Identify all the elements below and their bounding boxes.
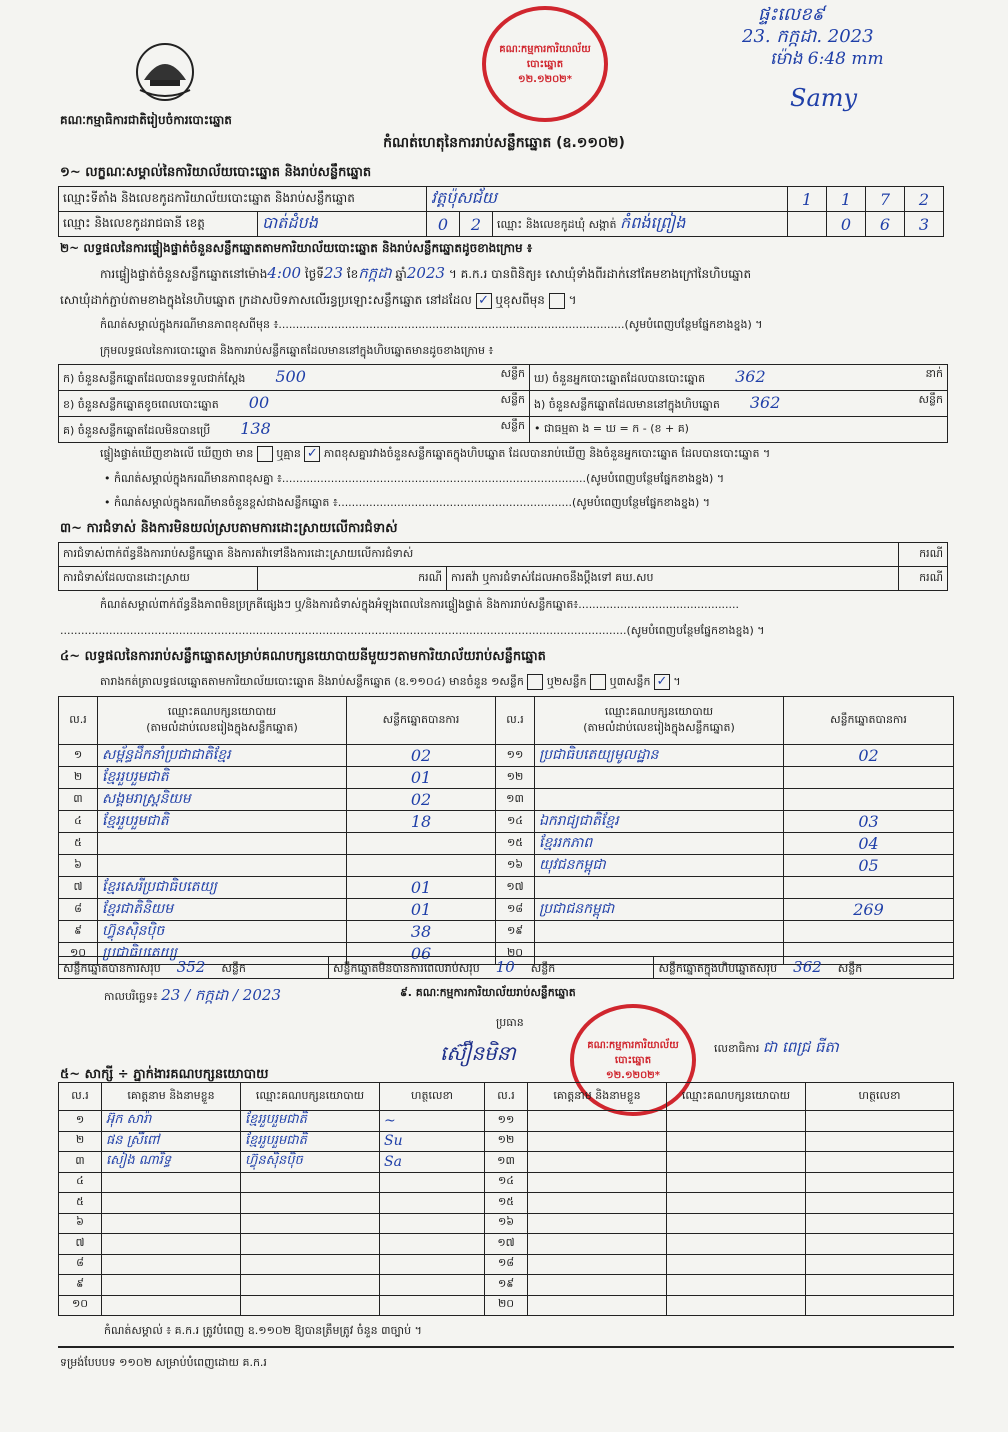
party-name (535, 767, 784, 789)
witness-signature: Su (380, 1131, 485, 1152)
section-4-intro: តារាងកត់ត្រាលទ្ធផលឆ្នោតតាមការិយាល័យបោះឆ្នោត និងរាប់សន្លឹកឆ្នោត (ឧ.១១០៤) មានចំនួន ១សន្លឹក ឬ២សន្លឹក ឬ៣សន្លឹក ✓ ។ (100, 674, 681, 689)
table-row (59, 855, 954, 877)
chair-signature: ស៊ឿនមិនា (440, 1041, 516, 1065)
party-no: ១០ (59, 943, 98, 965)
party-votes: 18 (347, 811, 496, 833)
station-code-2: 1 (827, 187, 866, 212)
three-sheet-checkbox[interactable]: ✓ (654, 674, 670, 690)
col-party-left: ឈ្មោះគណបក្សនយោបាយ (តាមលំដាប់លេខរៀងក្នុងសន្លឹកឆ្នោត) (98, 697, 347, 745)
party-votes: 05 (784, 855, 954, 877)
spoiled-ballots-row: ខ) ចំនួនសន្លឹកឆ្នោតខូចពេលបោះឆ្នោត 00 សន្លឹក (59, 391, 530, 417)
witness-party (667, 1172, 806, 1193)
witness-name: អ៊ុក សារ៉ា (102, 1111, 241, 1132)
witness-no: ១ (59, 1111, 102, 1132)
party-no: ១៦ (496, 855, 535, 877)
section-1-heading: ១~ លក្ខណៈសម្គាល់នៃការិយាល័យបោះឆ្នោត និងរាប់សន្លឹកឆ្នោត (60, 165, 372, 180)
formula-row: • ជាធម្មតា ង = ឃ = ក - (ខ + គ) (530, 417, 948, 443)
col-no-right: ល.រ (496, 697, 535, 745)
table-row (59, 899, 954, 921)
witness-name (102, 1172, 241, 1193)
resolved-objections-label: ការជំទាស់ដែលបានដោះស្រាយ (59, 567, 258, 591)
handwritten-date-top: 23. កក្កដា. 2023 (742, 26, 874, 47)
witness-signature (806, 1193, 954, 1214)
section-2-paragraph-4: ក្រុមលទ្ធផលនៃការបោះឆ្នោត និងការរាប់សន្លឹកឆ្នោតដែលមាននៅក្នុងហិបឆ្នោតមានដូចខាងក្រោម ៖ (100, 344, 494, 357)
organization-name: គណៈកម្មាធិការជាតិរៀបចំការបោះឆ្នោត (60, 113, 232, 127)
one-sheet-checkbox[interactable] (527, 674, 543, 690)
witness-party (241, 1172, 380, 1193)
appeal-count: ករណី (898, 567, 947, 591)
station-code-1: 1 (788, 187, 827, 212)
different-checkbox[interactable] (549, 293, 565, 309)
witness-col-no-right: ល.រ (485, 1083, 528, 1111)
witness-signature (806, 1111, 954, 1132)
witness-table (58, 1082, 954, 1316)
party-name: ខ្មែររួបរួមជាតិ (98, 767, 347, 789)
resolved-objections-count: ករណី (258, 567, 447, 591)
witness-no: ៣ (59, 1152, 102, 1173)
witness-signature (806, 1234, 954, 1255)
party-votes: 38 (347, 921, 496, 943)
witness-party (241, 1193, 380, 1214)
party-no: ១១ (496, 745, 535, 767)
party-name (98, 855, 347, 877)
total-invalid: សន្លឹកឆ្នោតមិនបានការពេលរាប់សរុប 10 សន្លឹក (329, 957, 654, 979)
commune-label: ឈ្មោះ និងលេខកូដឃុំ សង្កាត់ កំពង់ព្រៀង (493, 212, 788, 237)
col-votes-left: សន្លឹកឆ្នោតបានការ (347, 697, 496, 745)
party-no: ១២ (496, 767, 535, 789)
party-no: ៦ (59, 855, 98, 877)
witness-party (241, 1275, 380, 1296)
date-line: កាលបរិច្ឆេទ៖ 23 / កក្កដា / 2023 (104, 986, 281, 1004)
party-name (98, 833, 347, 855)
witness-party (667, 1295, 806, 1316)
party-name: ខ្មែរជាតិនិយម (98, 899, 347, 921)
party-votes: 01 (347, 877, 496, 899)
secretary-label: លេខាធិការ ជា ពេជ្រ ធីតា (714, 1038, 839, 1056)
witness-col-sign-left: ហត្ថលេខា (380, 1083, 485, 1111)
witness-name (102, 1193, 241, 1214)
witness-signature (380, 1172, 485, 1193)
table-row (59, 833, 954, 855)
witness-name (102, 1275, 241, 1296)
witness-no: ៩ (59, 1275, 102, 1296)
party-name: ខ្មែររួបរួមជាតិ (98, 811, 347, 833)
party-no: ១៨ (496, 899, 535, 921)
witness-name (528, 1234, 667, 1255)
commune-code-1: 0 (827, 212, 866, 237)
witness-signature (806, 1172, 954, 1193)
witness-party: ហ៊្វុនស៊ិនប៉ិច (241, 1152, 380, 1173)
witness-name (528, 1213, 667, 1234)
witness-signature (806, 1213, 954, 1234)
table-row (59, 1152, 954, 1173)
party-votes: 02 (347, 745, 496, 767)
witness-signature: ~ (380, 1111, 485, 1132)
section-3-heading: ៣~ ការជំទាស់ និងការមិនយល់ស្របតាមការដោះស្រាយលើការជំទាស់ (60, 521, 398, 536)
chair-label: ប្រធាន (496, 1016, 524, 1029)
province-label: ឈ្មោះ និងលេខកូដរាជធានី ខេត្ត (59, 212, 258, 237)
col-no-left: ល.រ (59, 697, 98, 745)
party-votes: 01 (347, 767, 496, 789)
document-title: កំណត់ហេតុនៃការរាប់សន្លឹកឆ្នោត (ឧ.១១០២) (383, 135, 625, 151)
party-no: ១ (59, 745, 98, 767)
witness-no: ៨ (59, 1254, 102, 1275)
section-2-paragraph-2: សោឃុំដាក់ភ្ជាប់តាមខាងក្នុងនៃហិបឆ្នោត ក្រដាសបិទភាសលើរន្ធប្រឡោះសន្លឹកឆ្នោត នៅដដែល ✓ ឬខុសពីមុន ។ (60, 292, 577, 308)
party-no: ៨ (59, 899, 98, 921)
nec-logo (130, 40, 200, 106)
party-votes (784, 767, 954, 789)
note-difference: • កំណត់សម្គាល់ក្នុងករណីមានភាពខុសគ្នា ៖.......................................................................................(សូមបំពេញបន្ថែមផ្នែកខាងខ្នង) ។ (104, 472, 725, 485)
party-votes: 06 (347, 943, 496, 965)
party-no: ៤ (59, 811, 98, 833)
witness-signature (806, 1152, 954, 1173)
witness-col-name-right: គោត្តនាម និងនាមខ្លួន (528, 1083, 667, 1111)
section-2-heading: ២~ លទ្ធផលនៃការផ្ទៀងផ្ទាត់ចំនួនសន្លឹកឆ្នោតតាមការិយាល័យបោះឆ្នោត និងរាប់សន្លឹកឆ្នោតដូចខាងក្រោម ៖ (60, 241, 533, 255)
total-valid: សន្លឹកឆ្នោតបានការសរុប 352 សន្លឹក (59, 957, 329, 979)
witness-party (667, 1275, 806, 1296)
objections-table (58, 542, 948, 591)
section-5-note: កំណត់សម្គាល់ ៖ គ.ក.រ ត្រូវបំពេញ ឧ.១១០២ ឱ្យបានត្រឹមត្រូវ ចំនួន ៣ច្បាប់ ។ (104, 1324, 422, 1337)
ballots-in-box-row: ង) ចំនួនសន្លឹកឆ្នោតដែលមាននៅក្នុងហិបឆ្នោត 362 សន្លឹក (530, 391, 948, 417)
party-votes: 04 (784, 833, 954, 855)
witness-signature (806, 1254, 954, 1275)
party-name: យុវជនកម្ពុជា (535, 855, 784, 877)
has-difference-checkbox[interactable] (257, 446, 273, 462)
party-name: សម្ព័ន្ធដឹកនាំប្រជាជាតិខ្មែរ (98, 745, 347, 767)
section-4-heading: ៤~ លទ្ធផលនៃការរាប់សន្លឹកឆ្នោតសម្រាប់គណបក្សនយោបាយនីមួយៗតាមការិយាល័យរាប់សន្លឹកឆ្នោត (60, 649, 546, 664)
party-name: ហ៊្វុនស៊ិនប៉ិច (98, 921, 347, 943)
party-votes: 03 (784, 811, 954, 833)
witness-col-no-left: ល.រ (59, 1083, 102, 1111)
commune-code-3: 3 (905, 212, 944, 237)
party-votes (347, 855, 496, 877)
witness-signature (380, 1275, 485, 1296)
witness-party (241, 1295, 380, 1316)
witness-no: ១១ (485, 1111, 528, 1132)
province-code-1: 0 (427, 212, 460, 237)
witness-signature (806, 1275, 954, 1296)
witness-no: ១៧ (485, 1234, 528, 1255)
witness-name (528, 1295, 667, 1316)
party-name: ឯករាជ្យជាតិខ្មែរ (535, 811, 784, 833)
witness-signature: Sa (380, 1152, 485, 1173)
party-no: ៩ (59, 921, 98, 943)
witness-col-sign-right: ហត្ថលេខា (806, 1083, 954, 1111)
witness-name (528, 1152, 667, 1173)
ballot-count-table (58, 364, 948, 443)
party-name: ខ្មែរសេរីប្រជាធិបតេយ្យ (98, 877, 347, 899)
witness-signature (380, 1295, 485, 1316)
witness-party (667, 1111, 806, 1132)
witness-no: ២ (59, 1131, 102, 1152)
witness-party (667, 1234, 806, 1255)
table-row (59, 1131, 954, 1152)
party-no: ១៣ (496, 789, 535, 811)
witness-party (667, 1254, 806, 1275)
witness-party: ខ្មែររួបរួមជាតិ (241, 1111, 380, 1132)
party-no: ១៩ (496, 921, 535, 943)
party-votes (784, 789, 954, 811)
handwritten-signature-top: Samy (790, 84, 858, 112)
witness-party (667, 1213, 806, 1234)
handwritten-time-top: ម៉ោង 6:48 mm (770, 49, 884, 69)
ballots-received-row: ក) ចំនួនសន្លឹកឆ្នោតដែលបានទទួលជាក់ស្តែង 500 សន្លឹក (59, 365, 530, 391)
witness-name (102, 1254, 241, 1275)
official-stamp-bottom: គណៈកម្មការការិយាល័យបោះឆ្នោត ១២.១២០២* (570, 1004, 696, 1116)
party-name: ប្រជាធិបតេយ្យមូលដ្ឋាន (535, 745, 784, 767)
witness-party (241, 1234, 380, 1255)
witness-name (528, 1275, 667, 1296)
section-3-note-2: ..................................................................................................................................................................(សូមបំពេញបន្ថែមផ្នែកខាងខ្នង) ។ (60, 624, 765, 637)
table-row (59, 789, 954, 811)
same-checkbox[interactable]: ✓ (476, 293, 492, 309)
table-row (59, 1193, 954, 1214)
witness-no: ១៩ (485, 1275, 528, 1296)
party-results-table (58, 696, 954, 965)
footer-divider (58, 1346, 954, 1348)
witness-name (528, 1172, 667, 1193)
witness-signature (380, 1213, 485, 1234)
objections-label: ការជំទាស់ពាក់ព័ន្ធនឹងការរាប់សន្លឹកឆ្នោត និងការតវ៉ាទៅនឹងការដោះស្រាយលើការជំទាស់ (59, 543, 899, 567)
table-row (59, 1234, 954, 1255)
party-no: ៥ (59, 833, 98, 855)
witness-no: ១៣ (485, 1152, 528, 1173)
witness-col-party-right: ឈ្មោះគណបក្សនយោបាយ (667, 1083, 806, 1111)
table-row (59, 1172, 954, 1193)
unused-ballots-row: គ) ចំនួនសន្លឹកឆ្នោតដែលមិនបានប្រើ 138 សន្លឹក (59, 417, 530, 443)
witness-party (241, 1213, 380, 1234)
witness-name: ផន ស្រីពៅ (102, 1131, 241, 1152)
party-name (535, 877, 784, 899)
handwritten-note-top: ផ្ទះលេខ៩ (758, 4, 825, 25)
party-name: សង្គមរាស្ត្រនិយម (98, 789, 347, 811)
party-no: ៧ (59, 877, 98, 899)
note-exceed: • កំណត់សម្គាល់ក្នុងករណីមានចំនួនខ្ពស់ជាងសន្លឹកឆ្នោត ៖...................................................................(សូមបំពេញបន្ថែមផ្នែកខាងខ្នង) ។ (104, 496, 710, 509)
province-code-2: 2 (460, 212, 493, 237)
witness-name: សៀង ណារិទ្ធ (102, 1152, 241, 1173)
party-votes: 02 (784, 745, 954, 767)
witness-no: ១៥ (485, 1193, 528, 1214)
party-votes (784, 921, 954, 943)
witness-signature (380, 1254, 485, 1275)
party-no: ២ (59, 767, 98, 789)
party-votes: 269 (784, 899, 954, 921)
party-name: ខ្មែររកភាព (535, 833, 784, 855)
witness-no: ១៤ (485, 1172, 528, 1193)
party-no: ១៤ (496, 811, 535, 833)
table-row (59, 921, 954, 943)
party-votes (347, 833, 496, 855)
party-votes: 01 (347, 899, 496, 921)
official-stamp-top: គណៈកម្មការការិយាល័យបោះឆ្នោត ១២.១២០២* (482, 6, 608, 122)
section-5-heading: ៥~ សាក្សី ÷ ភ្នាក់ងារគណបក្សនយោបាយ (60, 1067, 269, 1082)
section-1-table (58, 186, 944, 237)
witness-party (667, 1131, 806, 1152)
party-name: ប្រជាធិបតេយ្យ (98, 943, 347, 965)
station-code-4: 2 (905, 187, 944, 212)
col-party-right: ឈ្មោះគណបក្សនយោបាយ (តាមលំដាប់លេខរៀងក្នុងសន្លឹកឆ្នោត) (535, 697, 784, 745)
totals-table (58, 956, 954, 979)
witness-signature (806, 1295, 954, 1316)
station-code-3: 7 (866, 187, 905, 212)
witness-no: ៦ (59, 1213, 102, 1234)
table-row (59, 1295, 954, 1316)
col-votes-right: សន្លឹកឆ្នោតបានការ (784, 697, 954, 745)
objections-count: ករណី (898, 543, 947, 567)
party-votes: 02 (347, 789, 496, 811)
witness-name (528, 1131, 667, 1152)
party-name (535, 921, 784, 943)
witness-signature (380, 1193, 485, 1214)
witness-no: ៥ (59, 1193, 102, 1214)
witness-name (528, 1111, 667, 1132)
table-row (59, 811, 954, 833)
voters-voted-row: ឃ) ចំនួនអ្នកបោះឆ្នោតដែលបានបោះឆ្នោត 362 នាក់ (530, 365, 948, 391)
witness-signature (806, 1131, 954, 1152)
appeal-label: ការតវ៉ា ឬការជំទាស់ដែលអាចនឹងប្តឹងទៅ គឃ.សប (447, 567, 899, 591)
witness-name (528, 1193, 667, 1214)
party-no: ២០ (496, 943, 535, 965)
witness-name (528, 1254, 667, 1275)
table-row (59, 767, 954, 789)
committee-label: ៩. គណៈកម្មការការិយាល័យរាប់សន្លឹកឆ្នោត (400, 986, 576, 999)
witness-no: ៧ (59, 1234, 102, 1255)
witness-no: ២០ (485, 1295, 528, 1316)
province-value: បាត់ដំបង (258, 212, 427, 237)
section-3-note: កំណត់សម្គាល់ពាក់ព័ន្ធនឹងភាពមិនប្រក្រតីផ្សេងៗ ឬ/និងការជំទាស់ក្នុងអំឡុងពេលនៃការផ្ទៀងផ្ទាត់ និងការរាប់សន្លឹកឆ្នោត៖.............................................. (100, 598, 740, 611)
table-row (59, 1275, 954, 1296)
polling-station-label: ឈ្មោះទីតាំង និងលេខកូដការិយាល័យបោះឆ្នោត និងរាប់សន្លឹកឆ្នោត (59, 187, 427, 212)
party-name: ប្រជាជនកម្ពុជា (535, 899, 784, 921)
party-no: ១៥ (496, 833, 535, 855)
no-difference-checkbox[interactable]: ✓ (304, 446, 320, 462)
section-2-note-diff: កំណត់សម្គាល់ក្នុងករណីមានភាពខុសពីមុន ៖...................................................................................................(សូមបំពេញបន្ថែមផ្នែកខាងខ្នង) ។ (100, 318, 763, 331)
witness-name (102, 1213, 241, 1234)
witness-party: ខ្មែររួបរួមជាតិ (241, 1131, 380, 1152)
witness-col-name-left: គោត្តនាម និងនាមខ្លួន (102, 1083, 241, 1111)
witness-party (241, 1254, 380, 1275)
witness-no: ១២ (485, 1131, 528, 1152)
table-row (59, 1254, 954, 1275)
witness-no: ១៨ (485, 1254, 528, 1275)
party-no: ១៧ (496, 877, 535, 899)
section-2-paragraph-1: ការផ្ទៀងផ្ទាត់ចំនួនសន្លឹកឆ្នោតនៅម៉ោង4:00 ថ្ងៃទី23 ខែកក្កដា ឆ្នាំ2023 ។ គ.ក.រ បានពិនិត្យ៖ សោឃុំទាំងពីរដាក់នៅគែមខាងក្រៅនៃហិបឆ្នោត (100, 264, 752, 282)
two-sheet-checkbox[interactable] (590, 674, 606, 690)
polling-station-value: វត្តប៉ុសជ័យ (427, 187, 788, 212)
witness-party (667, 1152, 806, 1173)
commune-code-2: 6 (866, 212, 905, 237)
witness-name (102, 1295, 241, 1316)
table-row (59, 1111, 954, 1132)
witness-no: ៤ (59, 1172, 102, 1193)
party-no: ៣ (59, 789, 98, 811)
total-in-box: សន្លឹកឆ្នោតក្នុងហិបឆ្នោតសរុប 362 សន្លឹក (654, 957, 954, 979)
party-votes (784, 877, 954, 899)
form-footer: ទម្រង់បែបបទ ១១០២ សម្រាប់បំពេញដោយ គ.ក.រ (60, 1356, 267, 1369)
witness-no: ១៦ (485, 1213, 528, 1234)
table-row (59, 745, 954, 767)
table-row (59, 1213, 954, 1234)
witness-col-party-left: ឈ្មោះគណបក្សនយោបាយ (241, 1083, 380, 1111)
witness-no: ១០ (59, 1295, 102, 1316)
table-row (59, 877, 954, 899)
difference-check-line: ផ្ទៀងផ្ទាត់ឃើញខាងលើ ឃើញថា មាន ឬគ្មាន ✓ ភាពខុសគ្នារវាងចំនួនសន្លឹកឆ្នោតក្នុងហិបឆ្នោត ដែលបានរាប់ឃើញ និងចំនួនអ្នកបោះឆ្នោត ដែលបានបោះឆ្នោត ។ (100, 446, 771, 461)
witness-party (667, 1193, 806, 1214)
witness-signature (380, 1234, 485, 1255)
party-name (535, 789, 784, 811)
witness-name (102, 1234, 241, 1255)
